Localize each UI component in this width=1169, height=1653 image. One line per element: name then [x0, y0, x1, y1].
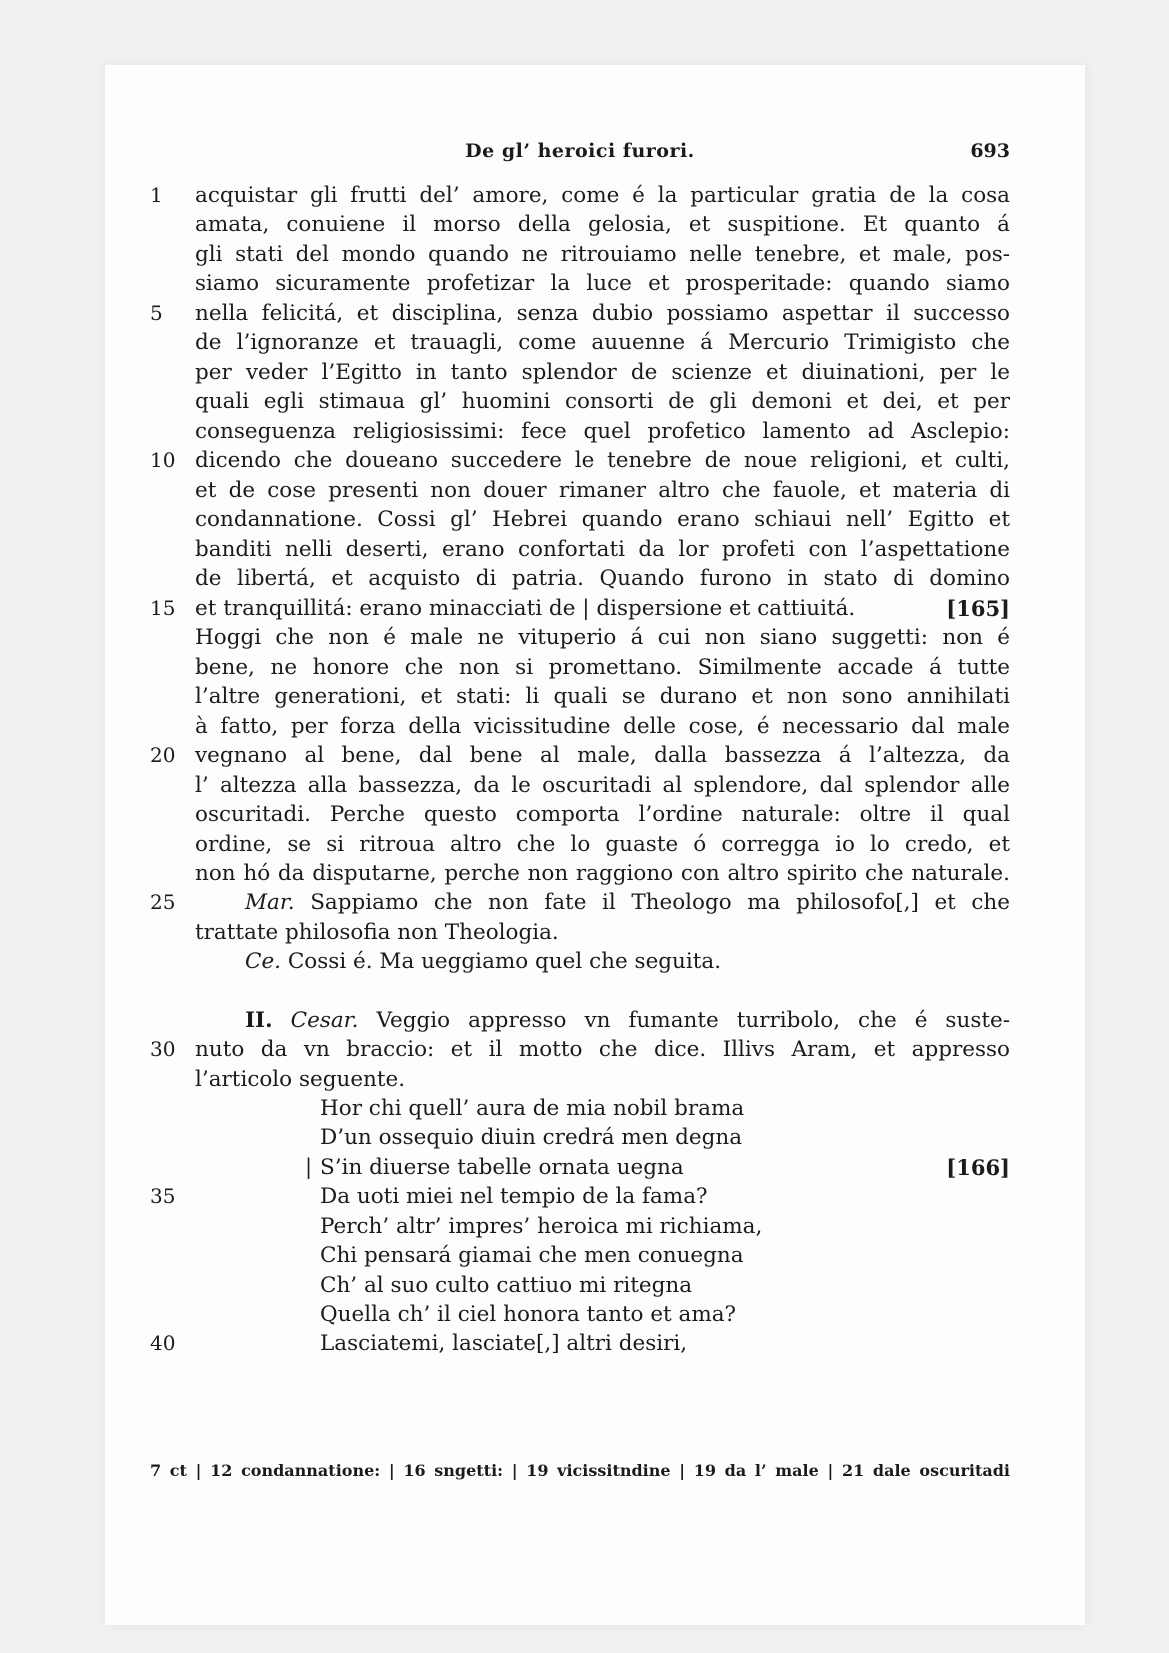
line-number: 30 — [150, 1037, 176, 1061]
footnote-apparatus: 7 ct | 12 condannatione: | 16 sngetti: | 19 vicissitndine | 19 da l’ male | 21 dale oscuritadi — [150, 1461, 1010, 1480]
verse-line: Da uoti miei nel tempio de la fama? — [320, 1184, 708, 1209]
text-line — [245, 887, 1010, 918]
text-line: condannatione. Cossi gl’ Hebrei quando erano schiaui nell’ Egitto et — [195, 507, 1010, 532]
text-line: quali egli stimaua gl’ huomini consorti de gli demoni et dei, et per — [195, 389, 1010, 414]
line-number: 5 — [150, 301, 163, 325]
text-line — [245, 1005, 1010, 1036]
line-number: 40 — [150, 1331, 176, 1355]
text-line: oscuritadi. Perche questo comporta l’ordine naturale: oltre il qual — [195, 802, 1010, 827]
line-number: 1 — [150, 183, 163, 207]
text-line: per veder l’Egitto in tanto splendor de scienze et diuinationi, per le — [195, 360, 1010, 385]
text-line: banditi nelli deserti, erano confortati da lor profeti con l’aspettatione — [195, 537, 1010, 562]
line-number: 35 — [150, 1184, 176, 1208]
line-number: 25 — [150, 890, 176, 914]
text-line: conseguenza religiosissimi: fece quel profetico lamento ad Asclepio: — [195, 419, 1010, 444]
text-line: de l’ignoranze et trauagli, come auuenne á Mercurio Trimigisto che — [195, 330, 1010, 355]
marginal-ref: [165] — [946, 596, 1010, 621]
speaker-ce: Ce. — [245, 949, 282, 974]
text-line — [245, 946, 1010, 977]
text-line: siamo sicuramente profetizar la luce et prosperitade: quando siamo — [195, 271, 1010, 296]
verse-line: Chi pensará giamai che men conuegna — [320, 1243, 744, 1268]
text-line: l’altre generationi, et stati: li quali se durano et non sono annihilati — [195, 684, 1010, 709]
text-line: et tranquillitá: erano minacciati de | dispersione et cattiuitá. — [195, 596, 856, 621]
speech-text: Cossi é. Ma ueggiamo quel che seguita. — [287, 949, 722, 974]
speech-text: Veggio appresso vn fumante turribolo, che é suste- — [376, 1008, 1010, 1033]
text-line: bene, ne honore che non si promettano. Similmente accade á tutte — [195, 655, 1010, 680]
text-line: gli stati del mondo quando ne ritrouiamo nelle tenebre, et male, pos- — [195, 242, 1010, 267]
marginal-ref: [166] — [946, 1155, 1010, 1180]
running-title: De gl’ heroici furori. — [465, 140, 695, 162]
verse-line: S’in diuerse tabelle ornata uegna — [320, 1155, 684, 1180]
line-number: 15 — [150, 596, 176, 620]
text-line: dicendo che doueano succedere le tenebre de noue religioni, et culti, — [195, 448, 1010, 473]
section-numeral: II. — [245, 1008, 273, 1033]
text-line: l’articolo seguente. — [195, 1067, 406, 1092]
verse-line: Quella ch’ il ciel honora tanto et ama? — [320, 1302, 737, 1327]
text-line: acquistar gli frutti del’ amore, come é la particular gratia de la cosa — [195, 183, 1010, 208]
text-line: nella felicitá, et disciplina, senza dubio possiamo aspettar il successo — [195, 301, 1010, 326]
text-line: l’ altezza alla bassezza, da le oscuritadi al splendore, dal splendor alle — [195, 773, 1010, 798]
speaker-mar: Mar. — [245, 890, 295, 915]
line-number: 20 — [150, 743, 176, 767]
verse-line: Ch’ al suo culto cattiuo mi ritegna — [320, 1273, 693, 1298]
verse-line: Perch’ altr’ impres’ heroica mi richiama, — [320, 1214, 763, 1239]
line-number: 10 — [150, 448, 176, 472]
verse-line: D’un ossequio diuin credrá men degna — [320, 1125, 743, 1150]
verse-line: Lasciatemi, lasciate[,] altri desiri, — [320, 1331, 688, 1356]
verse-line: Hor chi quell’ aura de mia nobil brama — [320, 1096, 745, 1121]
text-line: à fatto, per forza della vicissitudine delle cose, é necessario dal male — [195, 714, 1010, 739]
speech-text: Sappiamo che non fate il Theologo ma philosofo[,] et che — [310, 890, 1011, 915]
page-number: 693 — [970, 140, 1010, 162]
speaker-cesar: Cesar. — [290, 1008, 359, 1033]
running-header — [150, 140, 1010, 170]
page-break-marker: | — [305, 1155, 313, 1179]
text-line: nuto da vn braccio: et il motto che dice. Illivs Aram, et appresso — [195, 1037, 1010, 1062]
text-line: non hó da disputarne, perche non raggiono con altro spirito che naturale. — [195, 861, 1010, 886]
text-line: Hoggi che non é male ne vituperio á cui non siano suggetti: non é — [195, 625, 1010, 650]
text-line: de libertá, et acquisto di patria. Quando furono in stato di domino — [195, 566, 1010, 591]
text-line: vegnano al bene, dal bene al male, dalla bassezza á l’altezza, da — [195, 743, 1010, 768]
text-line: ordine, se si ritroua altro che lo guaste ó corregga io lo credo, et — [195, 832, 1010, 857]
text-line: amata, conuiene il morso della gelosia, et suspitione. Et quanto á — [195, 212, 1010, 237]
text-line: et de cose presenti non douer rimaner altro che fauole, et materia di — [195, 478, 1010, 503]
text-line: trattate philosofia non Theologia. — [195, 920, 559, 945]
